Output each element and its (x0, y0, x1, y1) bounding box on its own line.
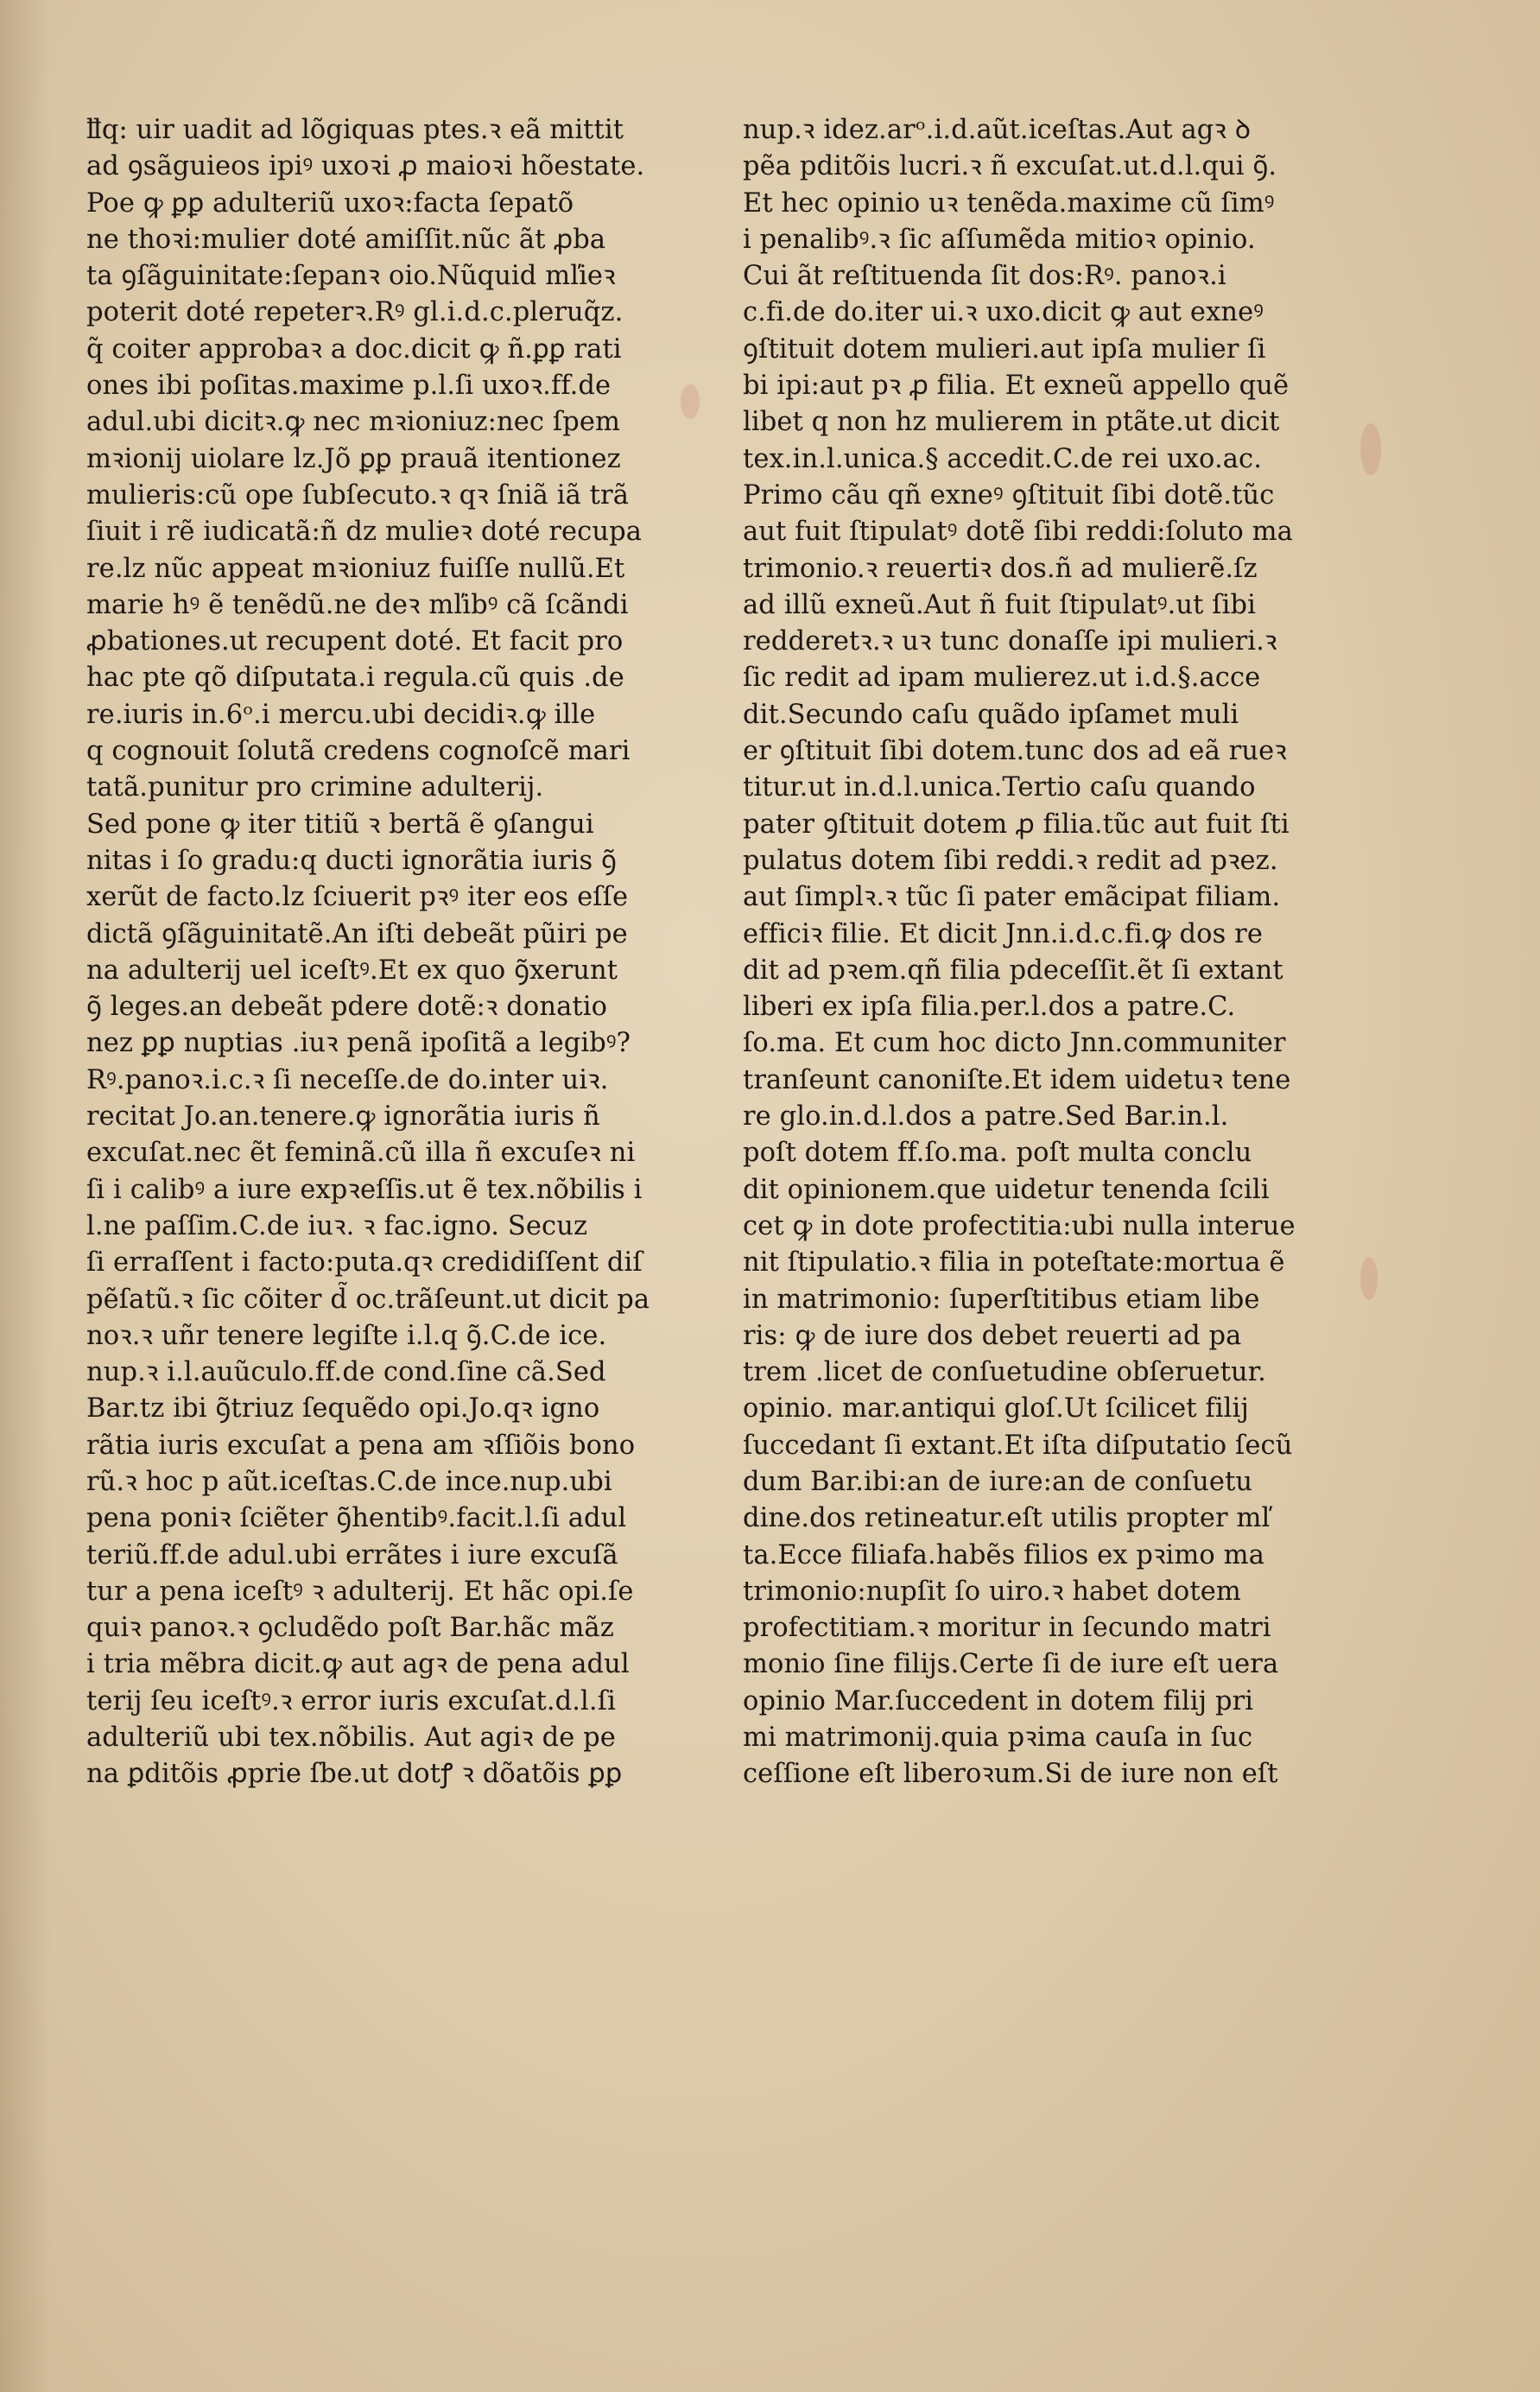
text-line: adulteriũ ubi tex.nõbilis. Aut agiꝛ de pe (86, 1723, 616, 1754)
text-line: ad ꝯsãguieos ipiꝰ uxoꝛi ꝓ maioꝛi hõestate. (86, 151, 645, 182)
text-line: Sed pone ꝙ iter titiũ ꝛ bertã ẽ ꝯſangui (86, 809, 594, 840)
text-line: trimonio.ꝛ reuertiꝛ dos.ñ ad mulierẽ.ſz (743, 553, 1258, 584)
text-line: re glo.in.d.l.dos a patre.Sed Bar.in.l. (743, 1101, 1229, 1133)
text-line: dum Bar.ibi:an de iure:an de conſuetu (743, 1466, 1253, 1497)
text-line: ꝯſtituit dotem mulieri.aut ipſa mulier ſi (743, 333, 1266, 365)
text-line: opinio Mar.ſuccedent in dotem filij pri (743, 1685, 1254, 1716)
text-line: Bar.tz ibi ꝯ̃triuz ſequẽdo opi.Jo.qꝛ igno (86, 1393, 600, 1424)
text-line: ta.Ecce filiafa.habẽs filios ex pꝛimo ma (743, 1539, 1264, 1570)
text-line: profectitiam.ꝛ moritur in ſecundo matri (743, 1613, 1271, 1644)
text-line: noꝛ.ꝛ uñr tenere legiſte i.l.q ꝯ̃.C.de ice. (86, 1320, 607, 1351)
text-line: ad illũ exneũ.Aut ñ fuit ſtipulatꝰ.ut ſibi (743, 589, 1257, 620)
left-text-column (86, 112, 698, 1793)
text-line: marie hꝰ ẽ tenẽdũ.ne deꝛ mľibꝰ cã ſcãndi (86, 589, 629, 620)
text-line: ſi erraſſent i facto:puta.qꝛ credidiſſent diſ (86, 1247, 643, 1278)
text-line: pater ꝯſtituit dotem ꝓ filia.tũc aut fuit ſti (743, 809, 1290, 840)
text-line: ceſſione eſt liberoꝛum.Si de iure non eſt (743, 1759, 1278, 1790)
binding-shadow (0, 0, 52, 2392)
text-line: trimonio:nupſit ſo uiro.ꝛ habet dotem (743, 1576, 1241, 1607)
text-line: ſiuit i rẽ iudicatã:ñ dz mulieꝛ doté recupa (86, 517, 642, 548)
text-line: dit ad pꝛem.qñ filia pdeceſſit.ẽt ſi extant (743, 955, 1283, 986)
text-line: xerũt de facto.lz ſciuerit pꝛꝰ iter eos eſſe (86, 882, 629, 913)
text-line: ne thoꝛi:mulier doté amiſſit.nũc ãt ꝓba (86, 224, 606, 255)
text-line: bi ipi:aut pꝛ ꝓ filia. Et exneũ appello quẽ (743, 371, 1290, 402)
text-line: teriũ.ff.de adul.ubi errãtes i iure excuſã (86, 1539, 618, 1570)
text-line: ſuccedant ſi extant.Et iſta diſputatio ſecũ (743, 1430, 1293, 1461)
text-line: i tria mẽbra dicit.ꝙ aut agꝛ de pena adul (86, 1649, 630, 1680)
text-line: tranſeunt canoniſte.Et idem uidetuꝛ tene (743, 1064, 1291, 1095)
text-line: adul.ubi dicitꝛ.ꝙ nec mꝛioniuz:nec ſpem (86, 407, 621, 438)
text-line: pẽſatũ.ꝛ ſic cõiter d̃ oc.trãſeunt.ut dicit pa (86, 1284, 650, 1315)
text-line: opinio. mar.antiqui gloſ.Ut ſcilicet filij (743, 1393, 1249, 1424)
text-line: re.iuris in.6ᵒ.i mercu.ubi decidiꝛ.ꝙ ille (86, 699, 596, 730)
text-line: in matrimonio: ſuperſtitibus etiam libe (743, 1284, 1260, 1315)
text-line: nup.ꝛ idez.arᵒ.i.d.aũt.iceſtas.Aut agꝛ ꝺ (743, 115, 1252, 145)
text-line: tex.in.l.unica.§ accedit.C.de rei uxo.ac. (743, 443, 1263, 474)
text-line: mꝛionij uiolare lz.Jõ ꝑꝑ prauã itentionez (86, 443, 621, 474)
text-line: Poe ꝙ ꝑꝑ adulteriũ uxoꝛ:facta ſepatõ (86, 187, 574, 219)
text-line: ſi i calibꝰ a iure expꝛeſſis.ut ẽ tex.nõbilis i (86, 1174, 643, 1205)
text-line: er ꝯſtituit ſibi dotem.tunc dos ad eã rueꝛ (743, 736, 1287, 767)
text-line: nez ꝑꝑ nuptias .iuꝛ penã ipoſitã a legibꝰ? (86, 1028, 631, 1059)
text-line: terij ſeu iceſtꝰ.ꝛ error iuris excuſat.d.l.ſi (86, 1685, 616, 1716)
text-line: excuſat.nec ẽt feminã.cũ illa ñ excuſeꝛ ni (86, 1138, 636, 1169)
text-line: dictã ꝯſãguinitatẽ.An iſti debeãt pũiri pe (86, 918, 628, 949)
text-line: trem .licet de conſuetudine obſeruetur. (743, 1357, 1266, 1388)
text-line: mi matrimonij.quia pꝛima cauſa in ſuc (743, 1723, 1253, 1754)
text-line: poſt dotem ff.ſo.ma. poſt multa conclu (743, 1138, 1252, 1169)
text-line: titur.ut in.d.l.unica.Tertio caſu quando (743, 772, 1256, 803)
right-text-column (743, 112, 1382, 1793)
text-line: redderetꝛ.ꝛ uꝛ tunc donaſſe ipi mulieri.ꝛ (743, 626, 1277, 657)
text-line: ſo.ma. Et cum hoc dicto Jnn.communiter (743, 1028, 1286, 1059)
text-line: na adulterij uel iceſtꝰ.Et ex quo ꝯ̃xerunt (86, 955, 618, 986)
text-line: nup.ꝛ i.l.auũculo.ff.de cond.ſine cã.Sed (86, 1357, 606, 1388)
text-line: ſic redit ad ipam mulierez.ut i.d.§.acce (743, 663, 1261, 694)
text-line: quiꝛ panoꝛ.ꝛ ꝯcludẽdo poſt Bar.hãc mãz (86, 1613, 614, 1644)
text-line: liberi ex ipſa filia.per.l.dos a patre.C. (743, 992, 1236, 1023)
text-line: Primo cãu qñ exneꝰ ꝯſtituit ſibi dotẽ.tũc (743, 479, 1275, 511)
text-line: ta ꝯſãguinitate:ſepanꝛ oio.Nũquid mľieꝛ (86, 261, 616, 292)
text-line: ỻq: uir uadit ad lõgiquas ptes.ꝛ eã mittit (86, 115, 624, 145)
text-line: i penalibꝰ.ꝛ ſic aſſumẽda mitioꝛ opinio. (743, 224, 1256, 255)
text-line: cet ꝙ in dote profectitia:ubi nulla interue (743, 1210, 1296, 1241)
text-line: monio ſine filijs.Certe ſi de iure eſt uera (743, 1649, 1279, 1680)
text-line: pẽa pditõis lucri.ꝛ ñ excuſat.ut.d.l.qui ꝯ̃. (743, 151, 1277, 182)
text-line: ꝯ̃ leges.an debeãt pdere dotẽ:ꝛ donatio (86, 992, 608, 1023)
text-line: na ꝑditõis ꝓprie ſbe.ut dotꝭ ꝛ dõatõis ꝑꝑ (86, 1759, 623, 1790)
text-line: recitat Jo.an.tenere.ꝙ ignorãtia iuris ñ (86, 1101, 600, 1133)
text-line: nit ſtipulatio.ꝛ filia in poteſtate:mortua ẽ (743, 1247, 1285, 1278)
text-line: dine.dos retineatur.eſt utilis propter mľ (743, 1503, 1271, 1534)
text-line: aut ſimplꝛ.ꝛ tũc ſi pater emãcipat filiam. (743, 882, 1281, 913)
text-line: pena poniꝛ ſciẽter ꝯ̃hentibꝰ.facit.l.ſi adul (86, 1503, 627, 1534)
text-line: efficiꝛ filie. Et dicit Jnn.i.d.c.fi.ꝙ dos re (743, 918, 1264, 949)
text-line: pulatus dotem ſibi reddi.ꝛ redit ad pꝛez. (743, 845, 1278, 876)
text-line: nitas i ſo gradu:q ducti ignorãtia iuris ꝯ̃ (86, 845, 618, 876)
text-line: libet q non hz mulierem in ptãte.ut dicit (743, 407, 1280, 438)
text-line: ꝓbationes.ut recupent doté. Et facit pro (86, 626, 624, 657)
text-line: aut fuit ſtipulatꝰ dotẽ ſibi reddi:ſoluto ma (743, 517, 1293, 548)
text-line: rãtia iuris excuſat a pena am ꝛſſiõis bono (86, 1430, 636, 1461)
text-line: l.ne paſſim.C.de iuꝛ. ꝛ fac.igno. Secuz (86, 1210, 588, 1241)
text-line: mulieris:cũ ope ſubſecuto.ꝛ qꝛ ſniã iã trã (86, 479, 629, 511)
text-line: Cui ãt reſtituenda ſit dos:Rꝰ. panoꝛ.i (743, 261, 1226, 292)
text-line: dit opinionem.que uidetur tenenda ſcili (743, 1174, 1270, 1205)
text-line: tatã.punitur pro crimine adulterij. (86, 772, 544, 803)
text-line: hac pte qõ diſputata.i regula.cũ quis .de (86, 663, 624, 694)
text-line: Rꝰ.panoꝛ.i.c.ꝛ ſi neceſſe.de do.inter uiꝛ. (86, 1064, 609, 1095)
text-line: ones ibi poſitas.maxime p.l.ſi uxoꝛ.ff.de (86, 371, 612, 402)
text-line: poterit doté repeterꝛ.Rꝰ gl.i.d.c.pleruq̃z. (86, 297, 624, 328)
text-line: Et hec opinio uꝛ tenẽda.maxime cũ ſimꝰ (743, 187, 1275, 219)
text-line: tur a pena iceſtꝰ ꝛ adulterij. Et hãc opi.ſe (86, 1576, 634, 1607)
text-line: ris: ꝙ de iure dos debet reuerti ad pa (743, 1320, 1242, 1351)
text-line: re.lz nũc appeat mꝛioniuz fuiſſe nullũ.Et (86, 553, 625, 584)
text-line: q cognouit ſolutã credens cognoſcẽ mari (86, 736, 631, 767)
text-line: c.fi.de do.iter ui.ꝛ uxo.dicit ꝙ aut exneꝰ (743, 297, 1264, 328)
text-line: q̃ coiter approbaꝛ a doc.dicit ꝙ ñ.ꝑꝑ rati (86, 333, 622, 365)
text-line: dit.Secundo caſu quãdo ipſamet muli (743, 699, 1239, 730)
text-line: rũ.ꝛ hoc p aũt.iceſtas.C.de ince.nup.ubi (86, 1466, 612, 1497)
